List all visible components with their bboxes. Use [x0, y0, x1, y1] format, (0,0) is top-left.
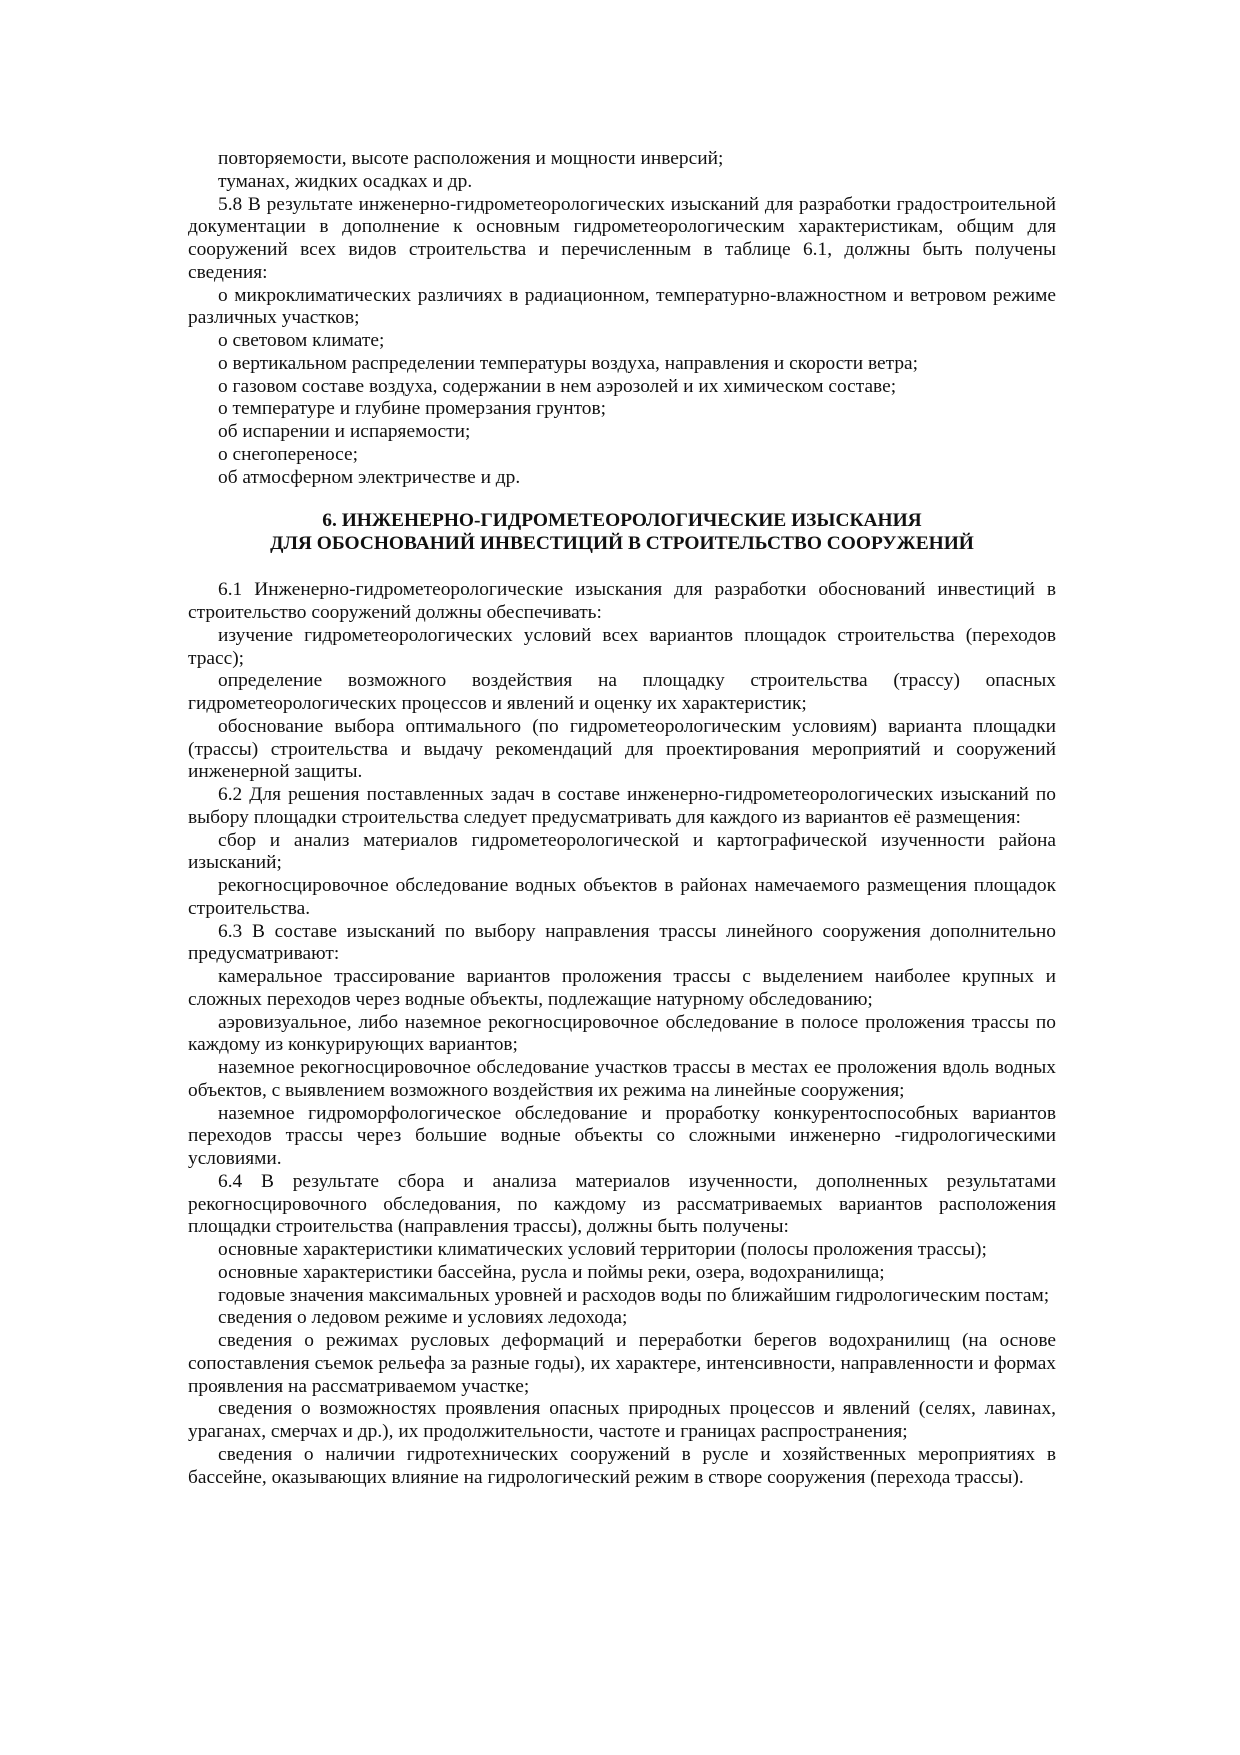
paragraph: об атмосферном электричестве и др. [218, 466, 521, 488]
paragraph: годовые значения максимальных уровней и расходов воды по ближайшим гидрологическим постам; [218, 1284, 1050, 1306]
paragraph: сбор и анализ материалов гидрометеорологической и картографической изученности района изысканий; [188, 829, 1056, 874]
paragraph: о вертикальном распределении температуры воздуха, направления и скорости ветра; [218, 352, 919, 374]
paragraph: рекогносцировочное обследование водных объектов в районах намечаемого размещения площадок строительства. [188, 875, 1056, 919]
paragraph: аэровизуальное, либо наземное рекогносцировочное обследование в полосе проложения трассы по каждому из конкурирующих вариантов; [188, 1011, 1056, 1056]
paragraph-6-4: 6.4 В результате сбора и анализа материалов изученности, дополненных результатами рекогносцировочного обследования, по каждому из рассматриваемых вариантов расположения площадки строительства (направления трассы), должны быть получены: [188, 1170, 1056, 1238]
paragraph: сведения о ледовом режиме и условиях ледохода; [218, 1307, 628, 1329]
paragraph: повторяемости, высоте расположения и мощности инверсий; [218, 148, 724, 169]
paragraph-6-1: 6.1 Инженерно-гидрометеорологические изыскания для разработки обоснований инвестиций в строительство сооружений должны обеспечивать: [188, 579, 1056, 623]
paragraph: сведения о режимах русловых деформаций и переработки берегов водохранилищ (на основе сопоставления съемок рельефа за разные годы), их характере, интенсивности, направленности и формах проявления на рассматриваемом участке; [188, 1330, 1056, 1397]
section-heading-line-2: ДЛЯ ОБОСНОВАНИЙ ИНВЕСТИЦИЙ В СТРОИТЕЛЬСТВО СООРУЖЕНИЙ [270, 533, 974, 555]
paragraph: о световом климате; [218, 330, 385, 351]
paragraph: основные характеристики климатических условий территории (полосы проложения трассы); [218, 1239, 987, 1260]
paragraph: об испарении и испаряемости; [218, 421, 471, 442]
paragraph-6-2: 6.2 Для решения поставленных задач в составе инженерно-гидрометеорологических изысканий по выбору площадки строительства следует предусматривать для каждого из вариантов её размещения: [188, 784, 1056, 828]
section-heading [188, 509, 1056, 555]
document-page [188, 148, 1056, 1489]
paragraph: туманах, жидких осадках и др. [218, 170, 473, 192]
paragraph: обоснование выбора оптимального (по гидрометеорологическим условиям) варианта площадки (трассы) строительства и выдачу рекомендаций для проектирования мероприятий и сооружений инженерной защиты. [188, 715, 1056, 783]
paragraph: изучение гидрометеорологических условий всех вариантов площадок строительства (переходов трасс); [188, 624, 1056, 669]
paragraph: наземное рекогносцировочное обследование участков трассы в местах ее проложения вдоль водных объектов, с выявлением возможного воздействия их режима на линейные сооружения; [188, 1057, 1056, 1101]
paragraph: основные характеристики бассейна, русла и поймы реки, озера, водохранилища; [218, 1261, 885, 1283]
paragraph: сведения о наличии гидротехнических сооружений в русле и хозяйственных мероприятиях в бассейне, оказывающих влияние на гидрологический режим в створе сооружения (перехода трассы). [188, 1443, 1056, 1488]
paragraph: определение возможного воздействия на площадку строительства (трассу) опасных гидрометеорологических процессов и явлений и оценку их характеристик; [188, 670, 1056, 714]
section-heading-line-1: 6. ИНЖЕНЕРНО-ГИДРОМЕТЕОРОЛОГИЧЕСКИЕ ИЗЫСКАНИЯ [322, 510, 922, 532]
paragraph: о снегопереносе; [218, 443, 358, 465]
paragraph: камеральное трассирование вариантов проложения трассы с выделением наиболее крупных и сложных переходов через водные объекты, подлежащие натурному обследованию; [188, 966, 1056, 1010]
paragraph: сведения о возможностях проявления опасных природных процессов и явлений (селях, лавинах, ураганах, смерчах и др.), их продолжительности, частоте и границах распространения; [188, 1398, 1056, 1442]
paragraph-5-8: 5.8 В результате инженерно-гидрометеорологических изысканий для разработки градостроительной документации в дополнение к основным гидрометеорологическим характеристикам, общим для сооружений всех видов строительства и перечисленным в таблице 6.1, должны быть получены сведения: [188, 193, 1056, 283]
paragraph: о газовом составе воздуха, содержании в нем аэрозолей и их химическом составе; [218, 375, 897, 397]
paragraph: о микроклиматических различиях в радиационном, температурно-влажностном и ветровом режиме различных участков; [188, 284, 1056, 329]
paragraph: наземное гидроморфологическое обследование и проработку конкурентоспособных вариантов переходов трассы через большие водные объекты со сложными инженерно -гидрологическими условиями. [188, 1102, 1056, 1169]
paragraph-6-3: 6.3 В составе изысканий по выбору направления трассы линейного сооружения дополнительно предусматривают: [188, 920, 1056, 965]
paragraph: о температуре и глубине промерзания грунтов; [218, 398, 607, 420]
